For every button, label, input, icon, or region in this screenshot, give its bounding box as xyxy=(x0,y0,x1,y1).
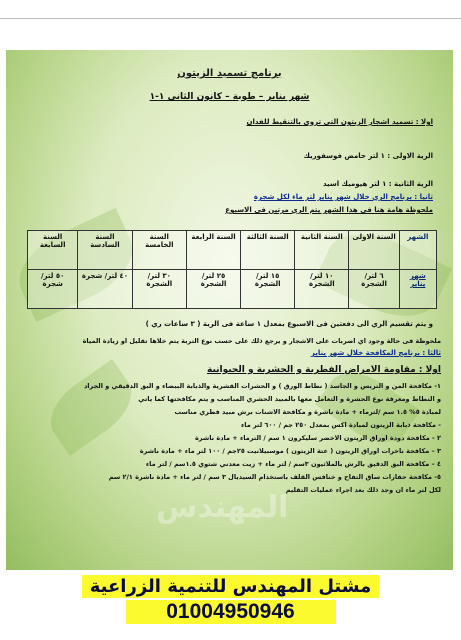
table-cell: ٢٥ لتر/ الشجرة xyxy=(186,270,240,309)
table-header-cell: الشهر xyxy=(399,231,436,270)
document-text xyxy=(6,50,453,570)
section1-heading: اولا : تسميد اشجار الزيتون التى تروى بالتنقيط للفدان xyxy=(246,118,433,126)
table-cell: ٣٠ لتر/ الشجرة xyxy=(132,270,186,309)
table-header-cell: السنة الخامسة xyxy=(132,231,186,270)
pest-item: لمبادة ٥% ١.٥ سم /لترماء + مادة ناشرة و مكافحة الاشنات برش مبيد فطري مناسب xyxy=(174,408,441,416)
irrigation-table xyxy=(27,230,437,309)
table-cell: ٤٠ لتر/ شجرة xyxy=(78,270,132,309)
pest-item: ٥- مكافحة حفارات ساق التفاح و خنافس القلف باستخدام السيديال ٣ سم / لتر ماء + مادة ناشرة ٢/١ سم xyxy=(108,473,441,481)
table-cell: شهر يناير xyxy=(399,270,436,309)
table-cell: ٥٠ لتر/ شجرة xyxy=(28,270,78,309)
soil-note: ملحوظة فى حالة وجود اي اضربات على الاشجار و يرجع ذلك على حسب نوع التربة يتم خلاها تقليل او زيادة المياة xyxy=(82,337,441,345)
section2-heading: اولا : مقاومة الامراض الفطرية و الحشرية و الحيوانية xyxy=(207,365,441,375)
pest-item: لكل لتر ماء ان وجد ذلك بعد اجراء عمليات التقليم xyxy=(285,486,441,494)
table-header-cell: السنة السادسة xyxy=(78,231,132,270)
pest-item: ٢ - مكافحة دودة اوراق الزيتون الاخضر سليكرون ١ سم / الترماء + مادة ناشرة xyxy=(194,434,441,442)
table-header-cell: السنة الثالثة xyxy=(241,231,295,270)
top-divider xyxy=(0,18,461,19)
table-header-row xyxy=(28,231,437,270)
irrigation-second: الرية الثانية : ١ لتر هيوميك اسيد xyxy=(322,180,433,188)
watermark: المهندس xyxy=(156,490,289,525)
irrigation-first: الرية الاولى : ١ لتر حامض فوسفوريك xyxy=(303,152,433,160)
table-row xyxy=(28,270,437,309)
pest-program: ثالثا : برنامج المكافحة خلال شهر يناير xyxy=(310,349,441,357)
table-cell: ١٠ لتر/ الشجرة xyxy=(295,270,349,309)
table-cell: ١٥ لتر/ الشجرة xyxy=(241,270,295,309)
table-header-cell: السنة الاولى xyxy=(349,231,399,270)
document-subtitle: شهر يناير – طوبة – كانون الثانى ١-١ xyxy=(149,92,310,102)
irrigation-program: ثانيا : برنامج الري خلال شهر يناير لتر ماء لكل شجرة xyxy=(253,193,433,201)
nursery-name: مشتل المهندس للتنمية الزراعية xyxy=(82,575,380,598)
document-card xyxy=(6,50,453,570)
table-header-cell: السنة السابعة xyxy=(28,231,78,270)
document-title: برنامج تسميد الزيتون xyxy=(177,68,282,79)
table-cell: ٦ لتر/ الشجرة xyxy=(349,270,399,309)
phone-number[interactable]: 01004950946 xyxy=(126,600,336,624)
pest-item: ١- مكافحة المن و التربس و الجاسد ( نطاط الورق ) و الحشرات القشرية والذبابة البيضاء و البق الدقيقي و الجراد xyxy=(83,382,441,390)
pest-item: - مكافحة ذبابة الزيتون لمبادة اكس بمعدل ٢٥٠ جم / ٦٠٠ لتر ماء xyxy=(240,421,441,429)
irrigation-split: و يتم تقسيم الري الى دفعتين فى الاسبوع بمعدل ١ ساعة فى الرية ( ٣ ساعات ري ) xyxy=(145,320,433,328)
pest-item: ٣ – مكافحة ناخرات اوراق الزيتون ( عتة الزيتون ) موسبيلانيت ٢٥جم / ١٠٠ لتر ماء + مادة ناشرة xyxy=(139,447,441,455)
table-header-cell: السنة الرابعة xyxy=(186,231,240,270)
table-header-cell: السنة الثانية xyxy=(295,231,349,270)
pest-item: و النطاط ومعرفة نوع الحشرة و التعامل معها بالمبيد الحشري المناسب و يتم مكافحتها كما ياتي xyxy=(138,395,441,403)
important-note: ملحوظة هامة هنا فى هذا الشهر يتم الري مرتين فى الاسبوع xyxy=(225,206,433,214)
pest-item: ٤ – مكافحة البق الدقيق بالرش بالملاثيون ٣سم / لتر ماء + زيت معدني شتوي ١.٥سم / لتر ماء xyxy=(145,460,441,468)
footer-banner xyxy=(0,575,461,624)
